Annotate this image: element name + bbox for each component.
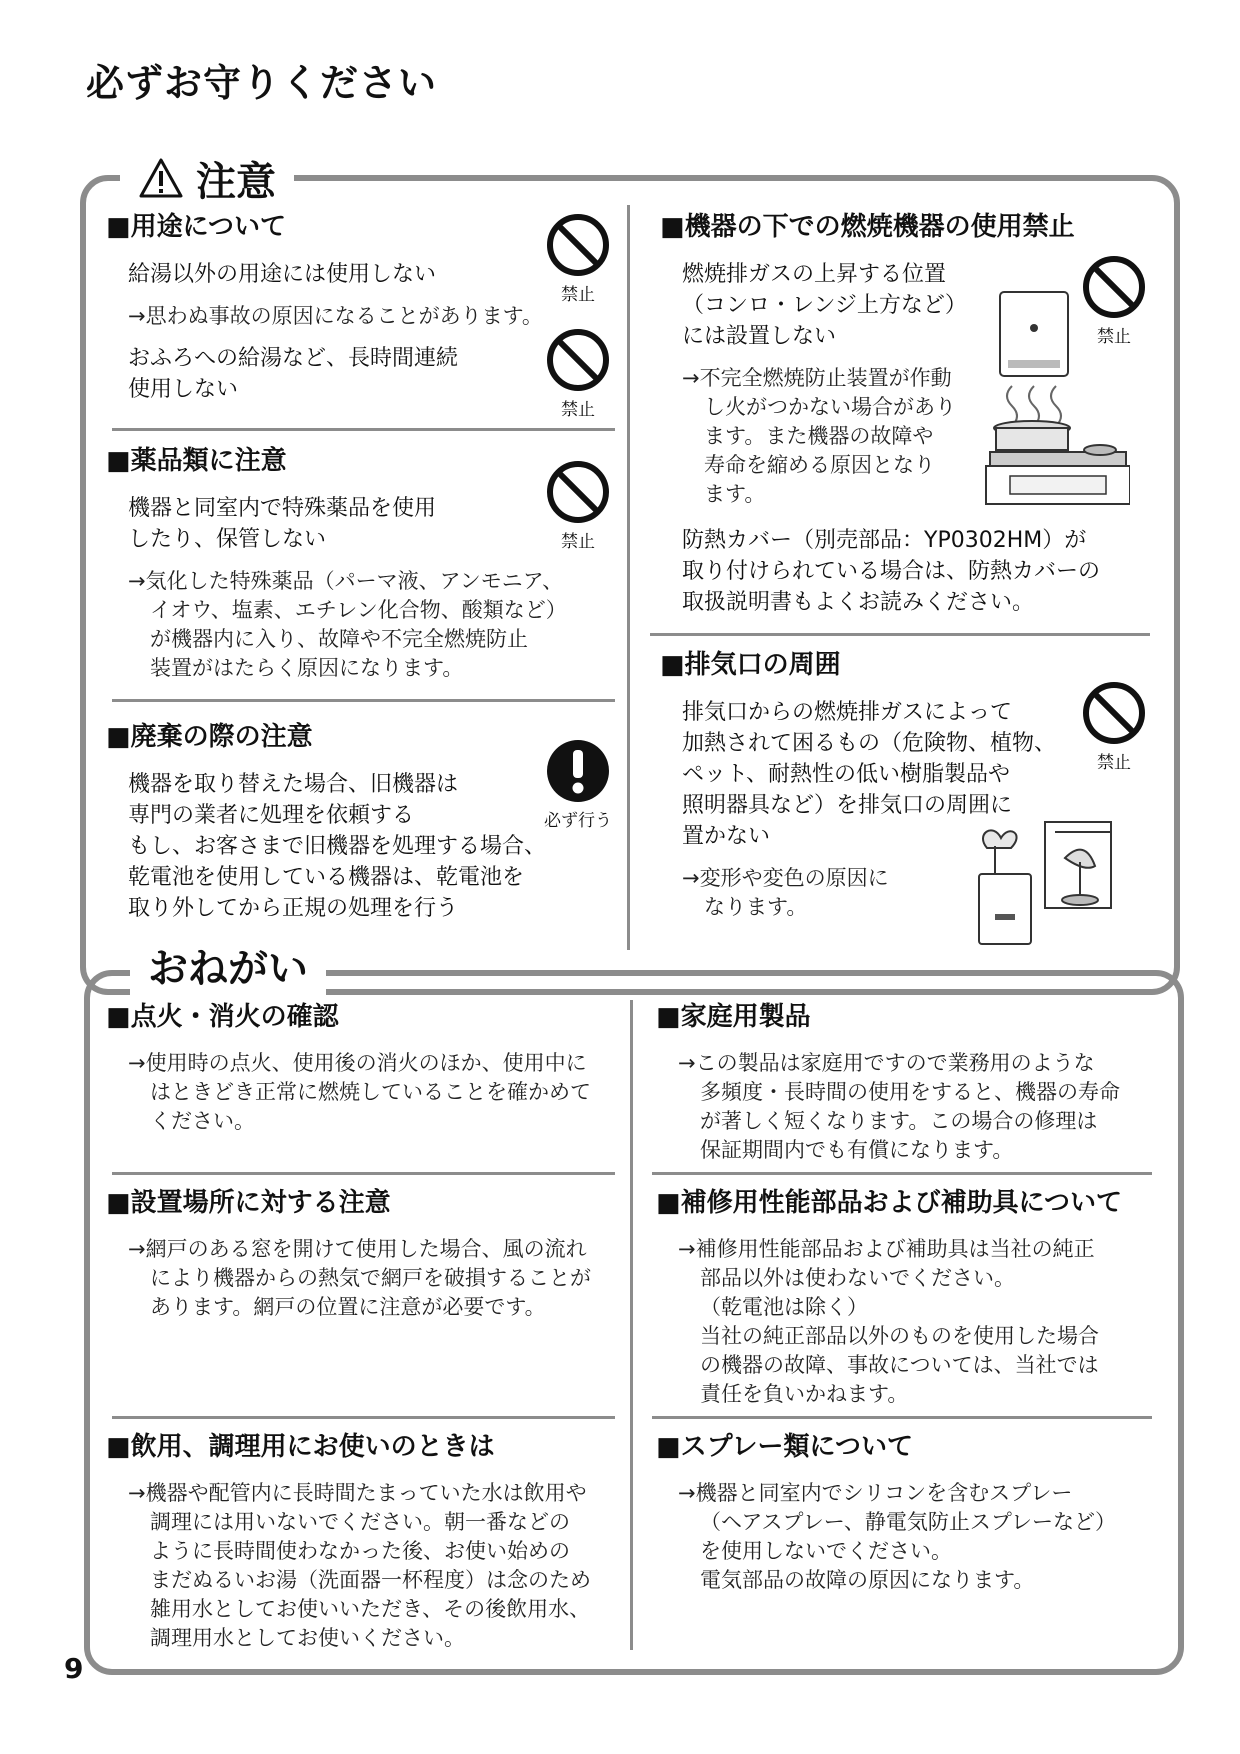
exhaust-item: 排気口からの燃焼排ガスによって 加熱されて困るもの（危険物、植物、 ペット、耐熱性の低い樹脂製品や 照明器具など）を排気口の周囲に 置かない	[682, 700, 1057, 850]
heater-above-stove-illustration	[980, 290, 1130, 510]
below-cover-text: 防熱カバー（別売部品：YP0302HM）が 取り付けられている場合は、防熱カバーの 取扱説明書もよくお読みください。	[682, 528, 1101, 616]
request-label	[130, 935, 326, 995]
household-heading: ■家庭用製品	[656, 1002, 811, 1032]
request-left-divider-1	[112, 1172, 615, 1175]
exclamation-icon	[545, 738, 611, 804]
prohibit-icon	[545, 459, 611, 525]
household-section	[656, 1002, 1176, 1165]
prohibit-label: 禁止	[561, 285, 595, 305]
exhaust-heading: ■排気口の周囲	[660, 650, 841, 680]
parts-section	[656, 1188, 1176, 1409]
spray-heading: ■スプレー類について	[656, 1432, 914, 1462]
prohibit-label: 禁止	[561, 400, 595, 420]
usage-item-1: 給湯以外の用途には使用しない	[128, 262, 437, 288]
prohibit-symbol-exhaust	[1069, 680, 1159, 773]
page-number: 9	[64, 1652, 84, 1685]
request-right-divider-2	[652, 1416, 1152, 1419]
drinking-note: →機器や配管内に長時間たまっていた水は飲用や 調理には用いないでください。朝一番などの ように長時間使わなかった後、お使い始めの まだぬるいお湯（洗面器一杯程度）は念のため 雑用水としてお使いいただき、その後飲用水、 調理用水としてお使いください。	[128, 1481, 591, 1651]
household-note: →この製品は家庭用ですので業務用のような 多頻度・長時間の使用をすると、機器の寿命 が著しく短くなります。この場合の修理は 保証期間内でも有償になります。	[678, 1051, 1120, 1163]
prohibit-label: 禁止	[1097, 327, 1131, 347]
exhaust-surroundings-illustration	[965, 818, 1115, 948]
spray-section	[656, 1432, 1176, 1595]
drinking-heading: ■飲用、調理用にお使いのときは	[106, 1432, 495, 1462]
usage-section	[106, 212, 606, 405]
disposal-item: 機器を取り替えた場合、旧機器は 専門の業者に処理を依頼する もし、お客さまで旧機器を処理する場合、 乾電池を使用している機器は、乾電池を 取り外してから正規の処理を行う	[128, 772, 547, 922]
caution-right-divider	[650, 633, 1150, 636]
below-heading: ■機器の下での燃焼機器の使用禁止	[660, 212, 1075, 242]
parts-note: →補修用性能部品および補助具は当社の純正 部品以外は使わないでください。 （乾電池は除く） 当社の純正部品以外のものを使用した場合 の機器の故障、事故については、当社では 責任を負いかねます。	[678, 1237, 1099, 1407]
exhaust-note: →変形や変色の原因に なります。	[682, 866, 889, 920]
page-title: 必ずお守りください	[86, 61, 438, 105]
spray-note: →機器と同室内でシリコンを含むスプレー （ヘアスプレー、静電気防止スプレーなど） を使用しないでください。 電気部品の故障の原因になります。	[678, 1481, 1117, 1593]
ignition-note: →使用時の点火、使用後の消火のほか、使用中に はときどき正常に燃焼していることを確かめて ください。	[128, 1051, 591, 1134]
disposal-heading: ■廃棄の際の注意	[106, 722, 313, 752]
mandatory-label: 必ず行う	[544, 811, 612, 831]
caution-left-divider-2	[112, 699, 615, 702]
parts-heading: ■補修用性能部品および補助具について	[656, 1188, 1123, 1218]
location-heading: ■設置場所に対する注意	[106, 1188, 391, 1218]
prohibit-symbol-usage-1	[533, 212, 623, 305]
ignition-heading: ■点火・消火の確認	[106, 1002, 339, 1032]
prohibit-icon	[545, 212, 611, 278]
usage-item-2: おふろへの給湯など、長時間連続 使用しない	[128, 346, 459, 403]
request-left-divider-2	[112, 1416, 615, 1419]
chemicals-item: 機器と同室内で特殊薬品を使用 したり、保管しない	[128, 496, 437, 553]
location-note: →網戸のある窓を開けて使用した場合、風の流れ により機器からの熱気で網戸を破損することが あります。網戸の位置に注意が必要です。	[128, 1237, 591, 1320]
warning-triangle-icon	[138, 157, 184, 199]
request-label-text: おねがい	[148, 945, 308, 992]
prohibit-icon	[545, 327, 611, 393]
request-column-divider	[630, 1000, 633, 1650]
ignition-section	[106, 1002, 626, 1136]
chemicals-note: →気化した特殊薬品（パーマ液、アンモニア、 イオウ、塩素、エチレン化合物、酸類など） が機器内に入り、故障や不完全燃焼防止 装置がはたらく原因になります。	[128, 569, 567, 681]
caution-left-divider-1	[112, 428, 615, 431]
prohibit-symbol-chemicals	[533, 459, 623, 552]
mandatory-symbol-disposal	[533, 738, 623, 831]
caution-label-text: 注意	[196, 158, 276, 205]
prohibit-symbol-usage-2	[533, 327, 623, 420]
prohibit-label: 禁止	[561, 532, 595, 552]
prohibit-icon	[1081, 680, 1147, 746]
chemicals-heading: ■薬品類に注意	[106, 446, 287, 476]
prohibit-label: 禁止	[1097, 753, 1131, 773]
location-section	[106, 1188, 626, 1322]
below-note: →不完全燃焼防止装置が作動 し火がつかない場合があり ます。また機器の故障や 寿命を縮める原因となり ます。	[682, 366, 956, 507]
request-right-divider-1	[652, 1172, 1152, 1175]
usage-note-1: →思わぬ事故の原因になることがあります。	[128, 304, 543, 329]
caution-label	[120, 150, 294, 206]
drinking-section	[106, 1432, 626, 1653]
usage-heading: ■用途について	[106, 212, 287, 242]
below-item: 燃焼排ガスの上昇する位置 （コンロ・レンジ上方など） には設置しない	[682, 262, 967, 350]
caution-column-divider	[627, 205, 630, 950]
